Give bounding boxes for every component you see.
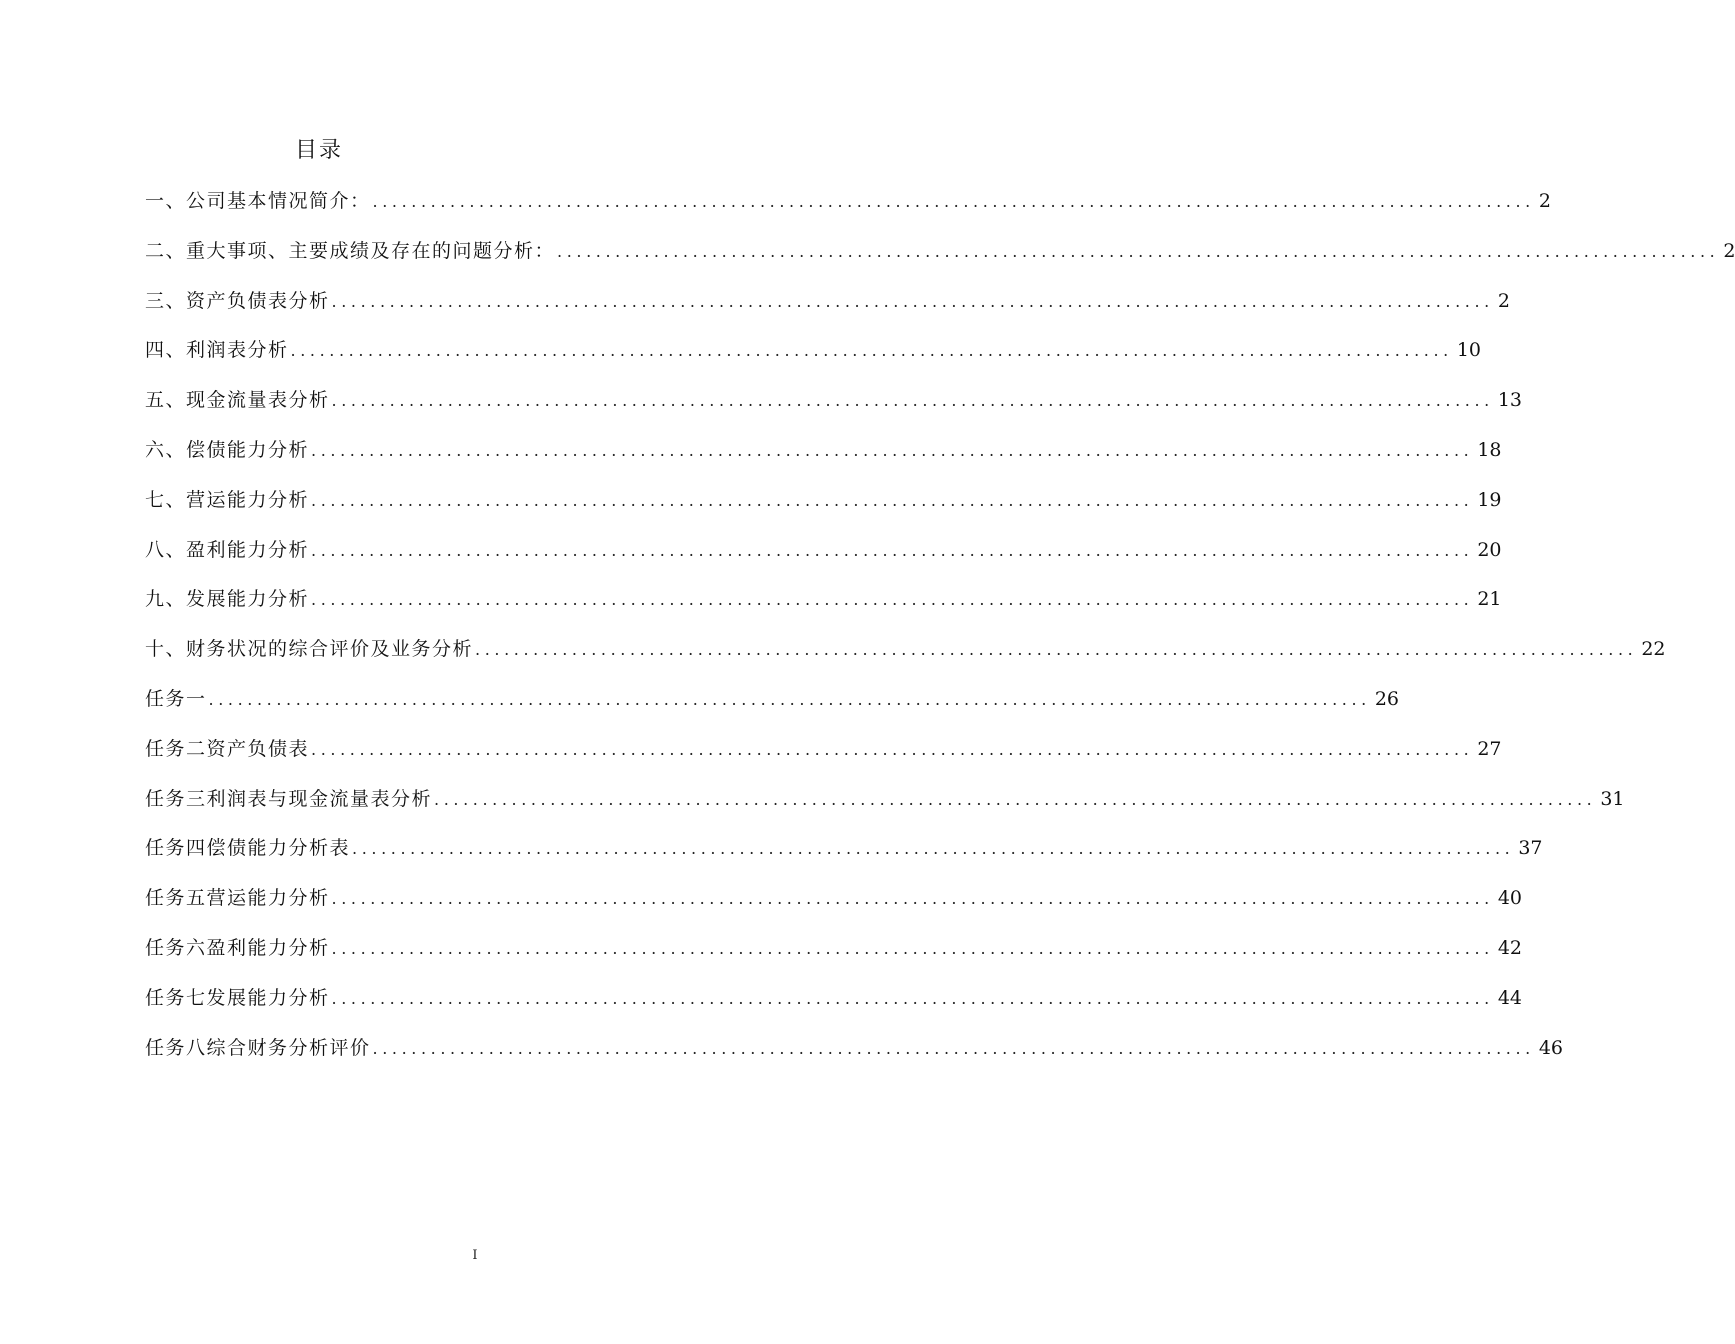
toc-title: 目录: [295, 138, 344, 163]
toc-entry-label: 二、重大事项、主要成绩及存在的问题分析：: [145, 239, 556, 262]
toc-entry-label: 任务七发展能力分析: [145, 986, 330, 1009]
toc-entry-page: 31: [1600, 787, 1625, 810]
toc-entry-label: 四、利润表分析: [145, 339, 289, 362]
toc-entry-page: 2: [1538, 190, 1551, 212]
toc-dot-leader: ........................................................................................................................: [475, 640, 1638, 660]
toc-entry-page: 44: [1497, 986, 1523, 1009]
toc-entry[interactable]: [145, 335, 1482, 385]
toc-dot-leader: ........................................................................................................................: [372, 1038, 1535, 1058]
toc-entry[interactable]: [145, 883, 1523, 933]
toc-entry[interactable]: [145, 186, 1551, 236]
toc-dot-leader: ........................................................................................................................: [311, 540, 1474, 560]
toc-dot-leader: ........................................................................................................................: [557, 241, 1720, 261]
toc-entry-page: 2: [1723, 239, 1735, 262]
toc-entry-page: 42: [1497, 936, 1523, 959]
toc-entry[interactable]: [145, 485, 1502, 535]
toc-entry-label: 六、偿债能力分析: [145, 438, 310, 461]
toc-dot-leader: ........................................................................................................................: [331, 938, 1494, 958]
toc-entry-page: 2: [1497, 289, 1510, 312]
toc-entry[interactable]: [145, 286, 1510, 336]
toc-dot-leader: ........................................................................................................................: [372, 192, 1535, 211]
toc-entry-page: 20: [1477, 538, 1502, 561]
toc-entry-page: 18: [1477, 438, 1502, 461]
toc-entry-page: 40: [1497, 887, 1523, 910]
table-of-contents: [145, 186, 1735, 1082]
toc-entry[interactable]: [145, 684, 1400, 734]
toc-dot-leader: ........................................................................................................................: [311, 490, 1474, 510]
toc-entry-label: 任务八综合财务分析评价: [145, 1036, 371, 1059]
toc-entry[interactable]: [145, 385, 1523, 435]
toc-entry[interactable]: [145, 933, 1523, 983]
toc-dot-leader: ........................................................................................................................: [434, 789, 1597, 809]
toc-dot-leader: ........................................................................................................................: [311, 739, 1474, 759]
toc-entry-page: 19: [1477, 488, 1502, 511]
toc-dot-leader: ........................................................................................................................: [208, 689, 1371, 709]
toc-entry-label: 五、现金流量表分析: [145, 389, 330, 412]
toc-entry[interactable]: [145, 833, 1543, 883]
toc-dot-leader: ........................................................................................................................: [290, 341, 1453, 361]
toc-entry-label: 八、盈利能力分析: [145, 538, 310, 561]
toc-entry-label: 任务四偿债能力分析表: [145, 837, 351, 860]
toc-entry-label: 十、财务状况的综合评价及业务分析: [145, 638, 474, 661]
toc-entry-page: 13: [1497, 389, 1523, 412]
toc-entry-label: 任务一: [145, 687, 207, 710]
toc-dot-leader: ........................................................................................................................: [331, 291, 1494, 311]
toc-entry-page: 26: [1374, 687, 1400, 710]
toc-entry-label: 九、发展能力分析: [145, 588, 310, 611]
toc-entry-page: 27: [1477, 737, 1502, 760]
toc-entry[interactable]: [145, 584, 1502, 634]
toc-entry-label: 三、资产负债表分析: [145, 289, 330, 312]
toc-entry[interactable]: [145, 634, 1666, 684]
toc-entry-page: 10: [1456, 339, 1482, 362]
toc-entry-page: 21: [1477, 588, 1502, 611]
toc-dot-leader: ........................................................................................................................: [331, 391, 1494, 411]
toc-entry[interactable]: [145, 1033, 1564, 1083]
toc-entry-page: 22: [1641, 638, 1666, 661]
toc-dot-leader: ........................................................................................................................: [352, 839, 1515, 859]
toc-entry[interactable]: [145, 535, 1502, 585]
page-number: I: [472, 1248, 478, 1263]
toc-entry[interactable]: [145, 983, 1523, 1033]
toc-entry-page: 46: [1538, 1036, 1564, 1059]
toc-entry-page: 37: [1518, 837, 1543, 860]
toc-entry[interactable]: [145, 435, 1502, 485]
toc-entry-label: 一、公司基本情况简介：: [145, 190, 371, 212]
toc-entry-label: 任务六盈利能力分析: [145, 936, 330, 959]
toc-dot-leader: ........................................................................................................................: [331, 988, 1494, 1008]
toc-entry-label: 任务五营运能力分析: [145, 887, 330, 910]
toc-dot-leader: ........................................................................................................................: [331, 889, 1494, 909]
toc-entry-label: 七、营运能力分析: [145, 488, 310, 511]
toc-entry[interactable]: [145, 784, 1625, 834]
toc-dot-leader: ........................................................................................................................: [311, 590, 1474, 610]
toc-entry-label: 任务二资产负债表: [145, 737, 310, 760]
toc-entry[interactable]: [145, 236, 1735, 286]
toc-entry[interactable]: [145, 734, 1502, 784]
toc-entry-label: 任务三利润表与现金流量表分析: [145, 787, 433, 810]
toc-dot-leader: ........................................................................................................................: [311, 440, 1474, 460]
